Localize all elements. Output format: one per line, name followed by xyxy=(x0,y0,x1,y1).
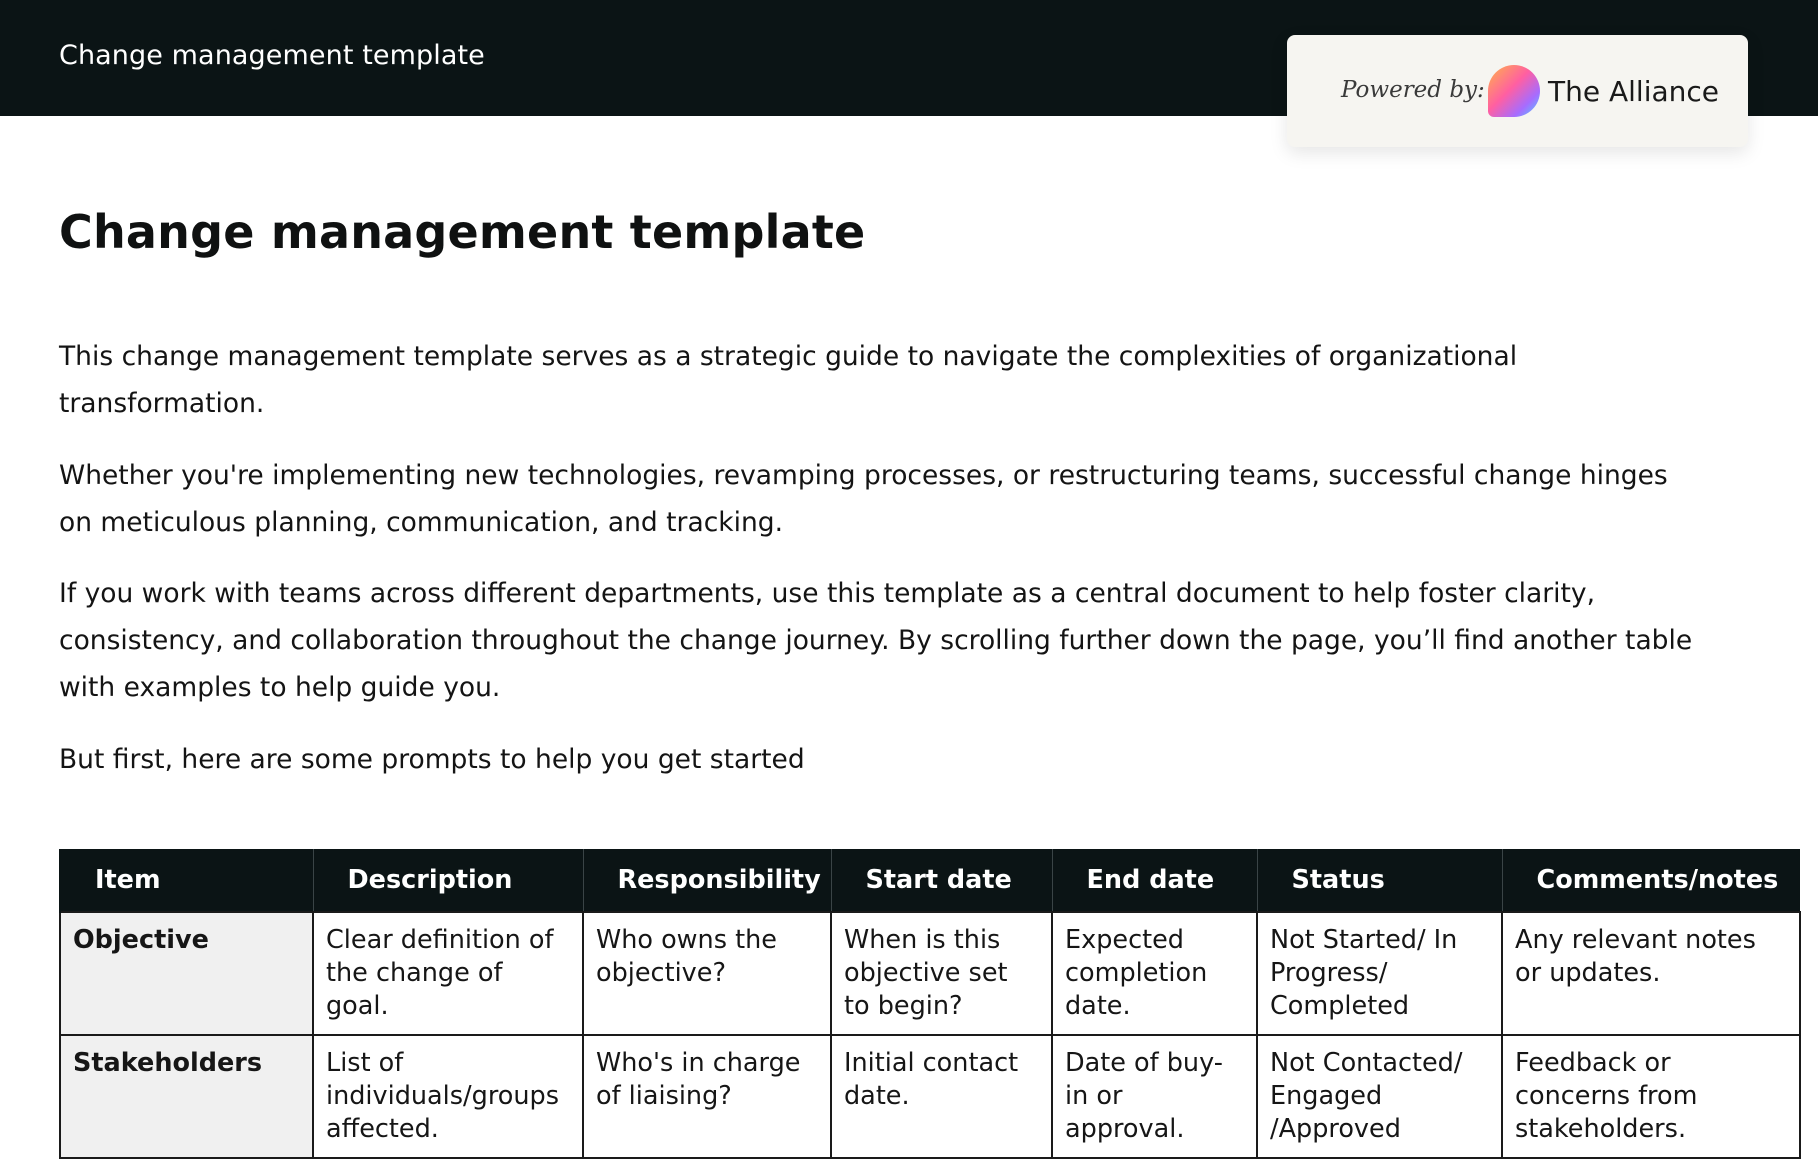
end-date-cell[interactable]: Date of buy-in or approval. xyxy=(1052,1035,1257,1158)
row-item-cell[interactable]: Objective xyxy=(60,912,313,1035)
table-row xyxy=(60,1035,1800,1158)
column-header-description: Description xyxy=(313,849,583,912)
column-header-start-date: Start date xyxy=(831,849,1052,912)
responsibility-cell[interactable]: Who owns the objective? xyxy=(583,912,831,1035)
comments-cell[interactable]: Feedback or concerns from stakeholders. xyxy=(1502,1035,1800,1158)
alliance-logo-icon xyxy=(1488,65,1540,117)
column-header-item: Item xyxy=(60,849,313,912)
powered-by-badge[interactable] xyxy=(1287,35,1748,147)
status-cell[interactable]: Not Started/ In Progress/ Completed xyxy=(1257,912,1502,1035)
status-cell[interactable]: Not Contacted/ Engaged /Approved xyxy=(1257,1035,1502,1158)
powered-by-label: Powered by: xyxy=(1341,77,1485,103)
table-header-row xyxy=(60,849,1800,912)
start-date-cell[interactable]: Initial contact date. xyxy=(831,1035,1052,1158)
description-cell[interactable]: Clear definition of the change of goal. xyxy=(313,912,583,1035)
description-cell[interactable]: List of individuals/groups affected. xyxy=(313,1035,583,1158)
row-item-cell[interactable]: Stakeholders xyxy=(60,1035,313,1158)
intro-paragraph-4: But first, here are some prompts to help you get started xyxy=(59,744,805,775)
page-title: Change management template xyxy=(59,205,866,259)
change-management-table xyxy=(59,849,1801,1159)
column-header-comments: Comments/notes xyxy=(1502,849,1800,912)
column-header-responsibility: Responsibility xyxy=(583,849,831,912)
app-title: Change management template xyxy=(59,40,485,71)
intro-paragraph-2: Whether you're implementing new technologies, revamping processes, or restructuring teams, successful change hinges on meticulous planning, communication, and tracking. xyxy=(59,460,1668,538)
brand-name: The Alliance xyxy=(1548,75,1719,108)
table-row xyxy=(60,912,1800,1035)
intro-paragraph-1: This change management template serves as a strategic guide to navigate the complexities of organizational transformation. xyxy=(59,341,1518,419)
column-header-end-date: End date xyxy=(1052,849,1257,912)
column-header-status: Status xyxy=(1257,849,1502,912)
end-date-cell[interactable]: Expected completion date. xyxy=(1052,912,1257,1035)
responsibility-cell[interactable]: Who's in charge of liaising? xyxy=(583,1035,831,1158)
start-date-cell[interactable]: When is this objective set to begin? xyxy=(831,912,1052,1035)
intro-paragraph-3: If you work with teams across different departments, use this template as a central document to help foster clarity, consistency, and collaboration throughout the change journey. By scrolling further down the page, you’ll find another table with examples to help guide you. xyxy=(59,578,1693,703)
comments-cell[interactable]: Any relevant notes or updates. xyxy=(1502,912,1800,1035)
